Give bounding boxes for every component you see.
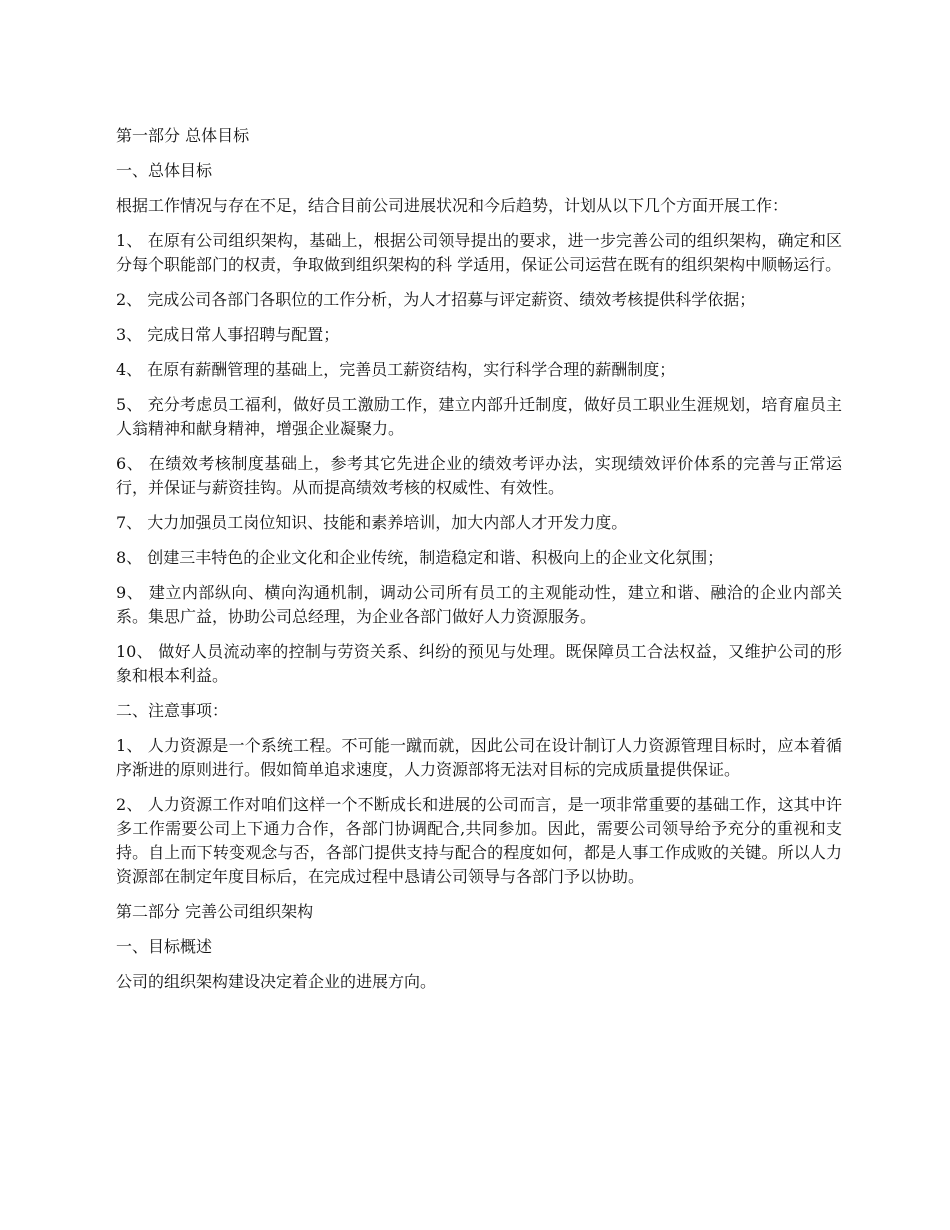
section-heading-part-2: 第二部分 完善公司组织架构 xyxy=(116,902,314,921)
subheading-goal-overview: 一、目标概述 xyxy=(116,937,213,956)
list-item-4: 4、 在原有薪酬管理的基础上，完善员工薪资结构，实行科学合理的薪酬制度； xyxy=(116,360,676,379)
list-item-8: 8、 创建三丰特色的企业文化和企业传统，制造稳定和谐、积极向上的企业文化氛围； xyxy=(116,548,724,567)
list-item-5: 5、 充分考虑员工福利，做好员工激励工作，建立内部升迁制度，做好员工职业生涯规划，培育雇员主人翁精神和献身精神，增强企业凝聚力。 xyxy=(116,395,842,438)
note-item-2: 2、 人力资源工作对咱们这样一个不断成长和进展的公司而言，是一项非常重要的基础工作，这其中许多工作需要公司上下通力合作，各部门协调配合,共同参加。因此，需要公司领导给予充分的重视和支持。自上而下转变观念与否，各部门提供支持与配合的程度如何，都是人事工作成败的关键。所以人力资源部在制定年度目标后，在完成过程中恳请公司领导与各部门予以协助。 xyxy=(116,795,842,886)
list-item-6: 6、 在绩效考核制度基础上，参考其它先进企业的绩效考评办法，实现绩效评价体系的完善与正常运行，并保证与薪资挂钩。从而提高绩效考核的权威性、有效性。 xyxy=(116,454,842,497)
list-item-3: 3、 完成日常人事招聘与配置； xyxy=(116,325,340,344)
list-item-1: 1、 在原有公司组织架构，基础上，根据公司领导提出的要求，进一步完善公司的组织架构，确定和区分每个职能部门的权责，争取做到组织架构的科 学适用，保证公司运营在既有的组织架构中顺畅运行。 xyxy=(116,231,842,274)
overview-paragraph: 公司的组织架构建设决定着企业的进展方向。 xyxy=(116,972,437,991)
section-heading-part-1: 第一部分 总体目标 xyxy=(116,126,250,145)
list-item-7: 7、 大力加强员工岗位知识、技能和素养培训，加大内部人才开发力度。 xyxy=(116,513,628,532)
list-item-10: 10、 做好人员流动率的控制与劳资关系、纠纷的预见与处理。既保障员工合法权益，又维护公司的形象和根本利益。 xyxy=(116,642,842,685)
subheading-overall-goals: 一、总体目标 xyxy=(116,161,213,180)
list-item-9: 9、 建立内部纵向、横向沟通机制，调动公司所有员工的主观能动性，建立和谐、融洽的企业内部关系。集思广益，协助公司总经理，为企业各部门做好人力资源服务。 xyxy=(116,583,842,626)
list-item-2: 2、 完成公司各部门各职位的工作分析，为人才招募与评定薪资、绩效考核提供科学依据； xyxy=(116,290,756,309)
document-body xyxy=(116,124,842,1005)
intro-paragraph: 根据工作情况与存在不足，结合目前公司进展状况和今后趋势，计划从以下几个方面开展工作： xyxy=(116,196,789,215)
subheading-notes: 二、注意事项： xyxy=(116,701,229,720)
note-item-1: 1、 人力资源是一个系统工程。不可能一蹴而就，因此公司在设计制订人力资源管理目标时，应本着循序渐进的原则进行。假如简单追求速度，人力资源部将无法对目标的完成质量提供保证。 xyxy=(116,736,842,779)
